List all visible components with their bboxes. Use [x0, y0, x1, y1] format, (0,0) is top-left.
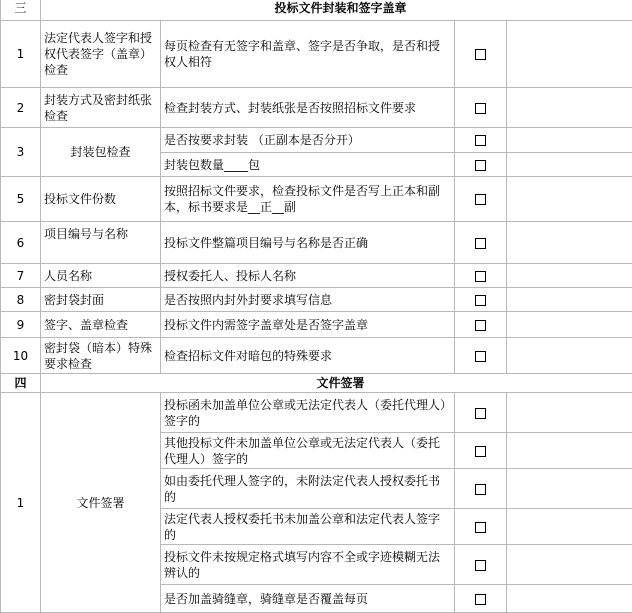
table-row [1, 177, 632, 222]
remark-cell [507, 21, 632, 88]
check-content: 按照招标文件要求，检查投标文件是否写上正本和副本，标书要求是__正__副 [161, 177, 455, 222]
checkbox[interactable] [475, 271, 486, 282]
checkbox-cell [455, 433, 507, 469]
check-content: 如由委托代理人签字的，未附法定代表人授权委托书的 [161, 469, 455, 509]
remark-cell [507, 88, 632, 128]
check-item: 封装方式及密封纸张检查 [41, 88, 161, 128]
check-content: 投标文件内需签字盖章处是否签字盖章 [161, 312, 455, 338]
table-row [1, 88, 632, 128]
checkbox[interactable] [475, 408, 486, 419]
checkbox-cell [455, 469, 507, 509]
remark-cell [507, 153, 632, 177]
table-row [1, 128, 632, 153]
checkbox[interactable] [475, 560, 486, 571]
checkbox[interactable] [475, 522, 486, 533]
table-row [1, 222, 632, 264]
check-content: 是否按照内封外封要求填写信息 [161, 288, 455, 312]
remark-cell [507, 585, 632, 613]
check-content: 是否加盖骑缝章，骑缝章是否覆盖每页 [161, 585, 455, 613]
row-number: 5 [1, 177, 41, 222]
section-title: 投标文件封装和签字盖章 [41, 0, 632, 21]
section-number: 四 [1, 374, 41, 393]
checkbox-cell [455, 312, 507, 338]
checkbox[interactable] [475, 194, 486, 205]
checkbox[interactable] [475, 484, 486, 495]
row-number: 7 [1, 264, 41, 288]
checkbox[interactable] [475, 446, 486, 457]
checkbox-cell [455, 21, 507, 88]
checkbox[interactable] [475, 135, 486, 146]
table-row [1, 288, 632, 312]
checkbox[interactable] [475, 103, 486, 114]
check-item: 项目编号与名称 [41, 222, 161, 264]
check-content: 投标文件未按规定格式填写内容不全或字迹模糊无法辨认的 [161, 545, 455, 585]
checkbox-cell [455, 509, 507, 545]
checkbox-cell [455, 88, 507, 128]
check-content: 其他投标文件未加盖单位公章或无法定代表人（委托代理人）签字的 [161, 433, 455, 469]
table-row [1, 338, 632, 374]
remark-cell [507, 545, 632, 585]
checkbox-cell [455, 222, 507, 264]
table-row [1, 21, 632, 88]
remark-cell [507, 264, 632, 288]
section-header-row [1, 374, 632, 393]
section-header-row [1, 0, 632, 21]
row-number: 10 [1, 338, 41, 374]
row-number: 8 [1, 288, 41, 312]
checkbox-cell [455, 545, 507, 585]
check-content: 是否按要求封装 （正副本是否分开） [161, 128, 455, 153]
section-number: 三 [1, 0, 41, 21]
check-content: 投标文件整篇项目编号与名称是否正确 [161, 222, 455, 264]
check-item: 文件签署 [41, 393, 161, 613]
check-content: 授权委托人、投标人名称 [161, 264, 455, 288]
check-content: 法定代表人授权委托书未加盖公章和法定代表人签字的 [161, 509, 455, 545]
check-item: 封装包检查 [41, 128, 161, 177]
remark-cell [507, 288, 632, 312]
check-item: 投标文件份数 [41, 177, 161, 222]
checkbox[interactable] [475, 351, 486, 362]
remark-cell [507, 509, 632, 545]
table-row [1, 393, 632, 433]
row-number: 6 [1, 222, 41, 264]
checkbox[interactable] [475, 160, 486, 171]
remark-cell [507, 177, 632, 222]
table-row [1, 312, 632, 338]
remark-cell [507, 393, 632, 433]
section-title: 文件签署 [41, 374, 632, 393]
checkbox-cell [455, 338, 507, 374]
check-item: 签字、盖章检查 [41, 312, 161, 338]
checkbox-cell [455, 128, 507, 153]
remark-cell [507, 312, 632, 338]
checkbox-cell [455, 393, 507, 433]
remark-cell [507, 433, 632, 469]
table-row [1, 264, 632, 288]
check-item: 法定代表人签字和授权代表签字（盖章）检查 [41, 21, 161, 88]
remark-cell [507, 222, 632, 264]
checkbox[interactable] [475, 320, 486, 331]
check-item: 人员名称 [41, 264, 161, 288]
checkbox[interactable] [475, 295, 486, 306]
remark-cell [507, 469, 632, 509]
check-item: 密封袋（暗本）特殊要求检查 [41, 338, 161, 374]
check-content: 检查招标文件对暗包的特殊要求 [161, 338, 455, 374]
checkbox-cell [455, 585, 507, 613]
row-number: 2 [1, 88, 41, 128]
checkbox-cell [455, 264, 507, 288]
checkbox-cell [455, 288, 507, 312]
checkbox[interactable] [475, 49, 486, 60]
checkbox-cell [455, 153, 507, 177]
check-content: 检查封装方式、封装纸张是否按照招标文件要求 [161, 88, 455, 128]
check-content: 投标函未加盖单位公章或无法定代表人（委托代理人）签字的 [161, 393, 455, 433]
remark-cell [507, 128, 632, 153]
row-number: 3 [1, 128, 41, 177]
row-number: 1 [1, 393, 41, 613]
checkbox[interactable] [475, 238, 486, 249]
row-number: 1 [1, 21, 41, 88]
checkbox-cell [455, 177, 507, 222]
check-content: 每页检查有无签字和盖章、签字是否争取，是否和授权人相符 [161, 21, 455, 88]
row-number: 9 [1, 312, 41, 338]
checkbox[interactable] [475, 594, 486, 605]
remark-cell [507, 338, 632, 374]
check-item: 密封袋封面 [41, 288, 161, 312]
check-content: 封装包数量____包 [161, 153, 455, 177]
